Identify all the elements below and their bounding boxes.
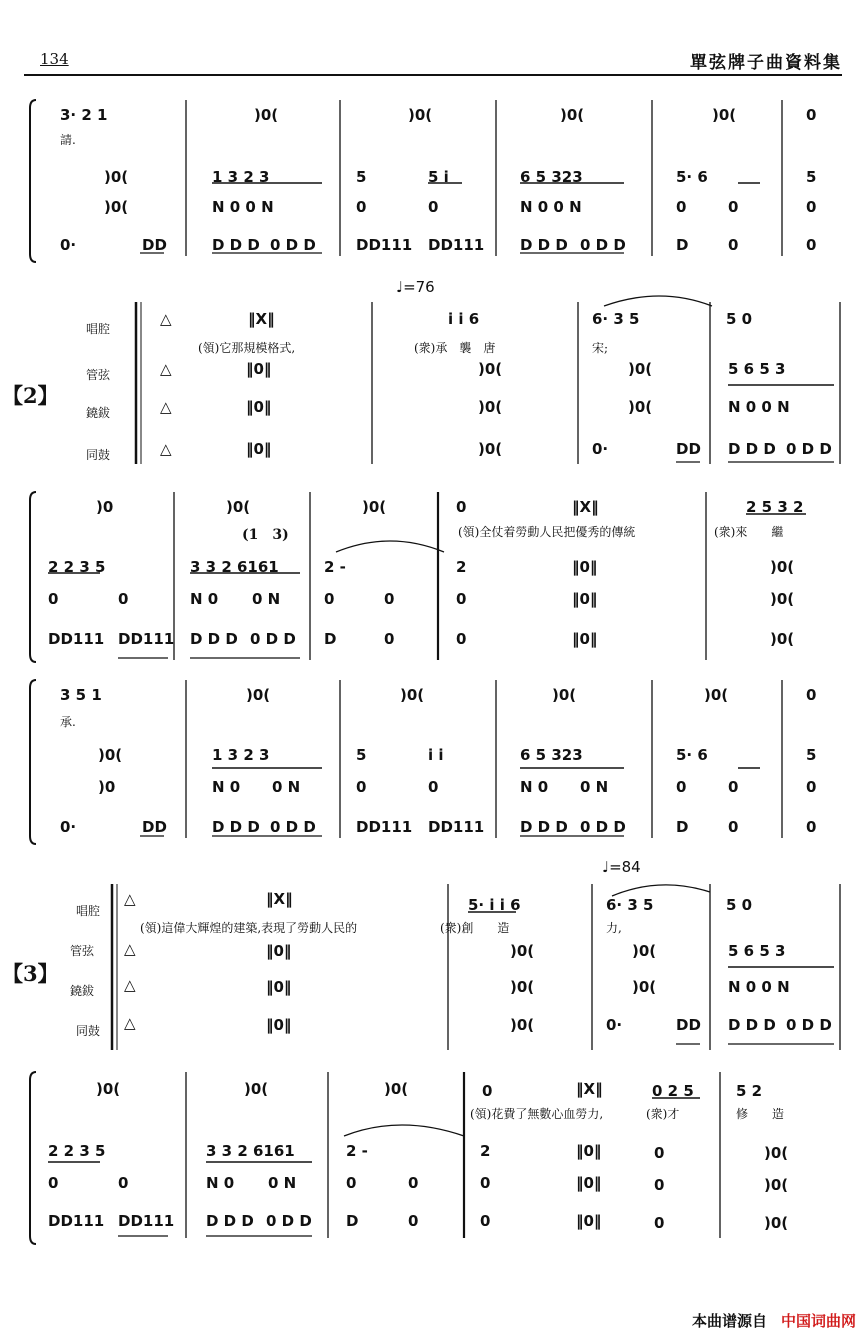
rest: )0( [384, 1080, 409, 1098]
cymbal-notes: N 0 [206, 1174, 235, 1192]
rest: )0( [510, 942, 535, 960]
repeat-0: ‖0‖ [246, 398, 272, 416]
rest: )0( [764, 1176, 789, 1194]
zero-note: 0 [728, 236, 739, 254]
strings-notes: 3 3 2 6161 [190, 558, 279, 576]
triangle-mark: △ [160, 398, 172, 416]
lyric: 力, [606, 921, 622, 935]
strings-notes: 1 3 2 3 [212, 746, 270, 764]
drum-notes: 0· [60, 236, 77, 254]
rest: )0( [98, 746, 123, 764]
rest: )0( [362, 498, 387, 516]
repeat-x: ‖X‖ [248, 310, 275, 328]
cymbal-notes: 0 [356, 198, 367, 216]
triangle-mark: △ [160, 310, 172, 328]
strings-notes: 6 5 323 [520, 746, 583, 764]
cymbal-notes: N 0 [190, 590, 219, 608]
voice-notes: 6· 3 5 [606, 896, 654, 914]
strings-notes: 2 [456, 558, 467, 576]
rest: )0( [770, 558, 795, 576]
rest: )0( [510, 978, 535, 996]
lyric: 修 造 [736, 1107, 785, 1121]
rest: )0( [104, 168, 129, 186]
lyric: 請. [60, 133, 76, 147]
drum-notes: DD111 [428, 236, 485, 254]
drum-notes: D D D [520, 818, 568, 836]
drum-notes: DD [676, 440, 701, 458]
drum-notes: D D D [728, 440, 776, 458]
lyric: (領)這偉大輝煌的建築,表現了勞動人民的 [140, 921, 358, 935]
part-label-strings: 管弦 [70, 944, 95, 958]
strings-notes: 2 [480, 1142, 491, 1160]
strings-notes: 5 [356, 746, 367, 764]
drum-notes: D D D [728, 1016, 776, 1034]
drum-notes: DD [142, 818, 167, 836]
lyric: (領)它那規模格式, [198, 341, 296, 355]
footer-source-text: 本曲谱源自 [691, 1312, 767, 1330]
strings-notes: 6 5 323 [520, 168, 583, 186]
voice-notes: 3· 2 1 [60, 106, 108, 124]
lyric: (衆)創 造 [440, 921, 510, 935]
drum-notes: D D D [520, 236, 568, 254]
zero-note: 0 [806, 106, 817, 124]
strings-notes: 5· 6 [676, 168, 708, 186]
cymbal-notes: N 0 0 N [728, 978, 790, 996]
strings-notes: 2 - [324, 558, 346, 576]
cymbal-notes: 0 N [252, 590, 281, 608]
zero-note: 0 [654, 1214, 665, 1232]
repeat-0: ‖0‖ [572, 558, 598, 576]
lyric: (領)花費了無數心血勞力, [470, 1107, 604, 1121]
repeat-0: ‖0‖ [266, 978, 292, 996]
part-label-cymbals: 鐃鈸 [86, 406, 111, 420]
cymbal-notes: 0 [118, 1174, 129, 1192]
cymbal-notes: N 0 [520, 778, 549, 796]
zero-note: 0 [806, 198, 817, 216]
rest: )0 [96, 498, 114, 516]
rest: )0( [632, 942, 657, 960]
rest: )0( [764, 1144, 789, 1162]
drum-notes: D D D [212, 236, 260, 254]
drum-notes: 0 D D [266, 1212, 312, 1230]
lyric: (衆)來 繼 [714, 525, 784, 539]
zero-note: 0 [408, 1174, 419, 1192]
triangle-mark: △ [124, 976, 136, 994]
lyric: (領)全仗着勞動人民把優秀的傳統 [458, 525, 636, 539]
cymbal-notes: 0 [676, 778, 687, 796]
rest: )0( [478, 398, 503, 416]
repeat-0: ‖0‖ [266, 942, 292, 960]
drum-notes: DD111 [48, 1212, 105, 1230]
voice-notes: 5 0 [726, 310, 753, 328]
drum-notes: DD [142, 236, 167, 254]
rest: )0( [764, 1214, 789, 1232]
voice-notes: i i 6 [448, 310, 480, 328]
rest: )0 [98, 778, 116, 796]
zero-note: 0 [728, 778, 739, 796]
strings-notes: 1 3 2 3 [212, 168, 270, 186]
voice-notes: 5 0 [726, 896, 753, 914]
triangle-mark: △ [160, 360, 172, 378]
rest: )0( [478, 360, 503, 378]
rest: )0( [770, 630, 795, 648]
repeat-0: ‖0‖ [576, 1174, 602, 1192]
score-system-3 [0, 490, 868, 665]
drum-notes: 0 D D [270, 236, 316, 254]
header-rule [24, 74, 842, 76]
drum-notes: 0 D D [580, 818, 626, 836]
zero-note: 0 [456, 630, 467, 648]
cymbal-notes: 0 [48, 590, 59, 608]
rest: )0( [560, 106, 585, 124]
part-label-cymbals: 鐃鈸 [70, 984, 95, 998]
drum-notes: 0· [60, 818, 77, 836]
strings-notes: 2 2 3 5 [48, 1142, 106, 1160]
part-label-drum: 同鼓 [76, 1024, 101, 1038]
strings-notes: 5 [806, 168, 817, 186]
repeat-x: ‖X‖ [572, 498, 599, 516]
drum-notes: DD111 [428, 818, 485, 836]
score-system-1 [0, 96, 868, 266]
rest: )0( [632, 978, 657, 996]
triangle-mark: △ [124, 1014, 136, 1032]
strings-notes: 2 2 3 5 [48, 558, 106, 576]
rest: )0( [628, 360, 653, 378]
source-footer [692, 1310, 856, 1331]
strings-notes: 5 6 5 3 [728, 942, 786, 960]
cymbal-notes: 0 [356, 778, 367, 796]
cymbal-notes: 0 N [272, 778, 301, 796]
voice-notes: 6· 3 5 [592, 310, 640, 328]
repeat-0: ‖0‖ [576, 1212, 602, 1230]
drum-notes: 0 D D [250, 630, 296, 648]
strings-notes: 5· 6 [676, 746, 708, 764]
rest: )0( [408, 106, 433, 124]
rest: )0( [226, 498, 251, 516]
rest: )0( [254, 106, 279, 124]
cymbal-notes: 0 N [580, 778, 609, 796]
drum-notes: 0· [592, 440, 609, 458]
zero-note: 0 [806, 818, 817, 836]
rest: )0( [770, 590, 795, 608]
repeat-0: ‖0‖ [246, 360, 272, 378]
repeat-x: ‖X‖ [266, 890, 293, 908]
section-marker: 【2】 [2, 383, 59, 408]
drum-notes: D D D [190, 630, 238, 648]
strings-notes: 5 [356, 168, 367, 186]
strings-notes: 2 - [346, 1142, 368, 1160]
triangle-mark: △ [160, 440, 172, 458]
repeat-0: ‖0‖ [576, 1142, 602, 1160]
cymbal-notes: 0 [48, 1174, 59, 1192]
drum-notes: D [324, 630, 337, 648]
repeat-0: ‖0‖ [572, 630, 598, 648]
repeat-0: ‖0‖ [266, 1016, 292, 1034]
voice-notes: 0 2 5 [652, 1082, 694, 1100]
strings-notes: 3 3 2 6161 [206, 1142, 295, 1160]
strings-notes: 5 i [428, 168, 449, 186]
zero-note: 0 [806, 236, 817, 254]
score-system-5 [0, 882, 868, 1054]
zero-note: 0 [480, 1212, 491, 1230]
drum-notes: 0 D D [786, 440, 832, 458]
cymbal-notes: N 0 0 N [212, 198, 274, 216]
drum-notes: 0 D D [786, 1016, 832, 1034]
cymbal-notes: 0 [118, 590, 129, 608]
drum-notes: D [676, 818, 689, 836]
tempo-marking: ♩=76 [396, 278, 435, 296]
score-system-4 [0, 676, 868, 848]
triangle-mark: △ [124, 940, 136, 958]
rest: )0( [552, 686, 577, 704]
cymbal-notes: N 0 0 N [728, 398, 790, 416]
voice-notes: 5· i i 6 [468, 896, 521, 914]
voice-notes: 2 5 3 2 [746, 498, 804, 516]
tempo-marking: ♩=84 [602, 858, 641, 876]
drum-notes: DD [676, 1016, 701, 1034]
repeat-x: ‖X‖ [576, 1080, 603, 1098]
repeat-0: ‖0‖ [572, 590, 598, 608]
rest: )0( [628, 398, 653, 416]
strings-notes: i i [428, 746, 444, 764]
rest: )0( [510, 1016, 535, 1034]
rest: )0( [478, 440, 503, 458]
zero-note: 0 [482, 1082, 493, 1100]
book-title: 單弦牌子曲資料集 [690, 53, 842, 73]
rest: )0( [712, 106, 737, 124]
rest: )0( [244, 1080, 269, 1098]
cymbal-notes: 0 [346, 1174, 357, 1192]
page-number: 134 [40, 50, 69, 68]
footer-site-link[interactable]: 中国词曲网 [780, 1312, 856, 1330]
cymbal-notes: 0 [428, 198, 439, 216]
zero-note: 0 [408, 1212, 419, 1230]
repeat-0: ‖0‖ [246, 440, 272, 458]
zero-note: 0 [806, 686, 817, 704]
part-label-strings: 管弦 [86, 368, 111, 382]
part-label-voice: 唱腔 [86, 322, 111, 336]
zero-note: 0 [654, 1176, 665, 1194]
cymbal-notes: 0 [676, 198, 687, 216]
part-label-drum: 同鼓 [86, 448, 111, 462]
lyric: (衆)才 [646, 1107, 680, 1121]
drum-notes: 0 D D [580, 236, 626, 254]
drum-notes: D [346, 1212, 359, 1230]
zero-note: 0 [384, 630, 395, 648]
zero-note: 0 [480, 1174, 491, 1192]
rest: )0( [246, 686, 271, 704]
zero-note: 0 [806, 778, 817, 796]
rest: )0( [104, 198, 129, 216]
drum-notes: DD111 [118, 1212, 175, 1230]
score-system-2 [0, 300, 868, 470]
drum-notes: 0· [606, 1016, 623, 1034]
cymbal-notes: 0 [428, 778, 439, 796]
lyric: (衆)承 襲 唐 [414, 341, 496, 355]
voice-notes: 3 5 1 [60, 686, 102, 704]
drum-notes: DD111 [356, 236, 413, 254]
voice-notes: 5 2 [736, 1082, 763, 1100]
rest: )0( [704, 686, 729, 704]
lyric: 承. [60, 715, 76, 729]
drum-notes: DD111 [356, 818, 413, 836]
cymbal-notes: N 0 [212, 778, 241, 796]
rest: )0( [96, 1080, 121, 1098]
drum-notes: 0 D D [270, 818, 316, 836]
drum-notes: DD111 [48, 630, 105, 648]
zero-note: 0 [728, 818, 739, 836]
cymbal-notes: 0 [324, 590, 335, 608]
strings-notes: 5 6 5 3 [728, 360, 786, 378]
cymbal-notes: N 0 0 N [520, 198, 582, 216]
score-system-6 [0, 1070, 868, 1248]
drum-notes: DD111 [118, 630, 175, 648]
drum-notes: D [676, 236, 689, 254]
drum-notes: D D D [206, 1212, 254, 1230]
triangle-mark: △ [124, 890, 136, 908]
strings-notes: 5 [806, 746, 817, 764]
drum-notes: D D D [212, 818, 260, 836]
lyric: 宋; [592, 341, 609, 355]
zero-note: 0 [456, 590, 467, 608]
zero-note: 0 [728, 198, 739, 216]
zero-note: 0 [384, 590, 395, 608]
section-marker: 【3】 [2, 961, 59, 986]
cymbal-notes: 0 N [268, 1174, 297, 1192]
zero-note: 0 [654, 1144, 665, 1162]
part-label-voice: 唱腔 [76, 904, 101, 918]
zero-note: 0 [456, 498, 467, 516]
lyric-bracket: (1 3) [242, 527, 289, 543]
rest: )0( [400, 686, 425, 704]
